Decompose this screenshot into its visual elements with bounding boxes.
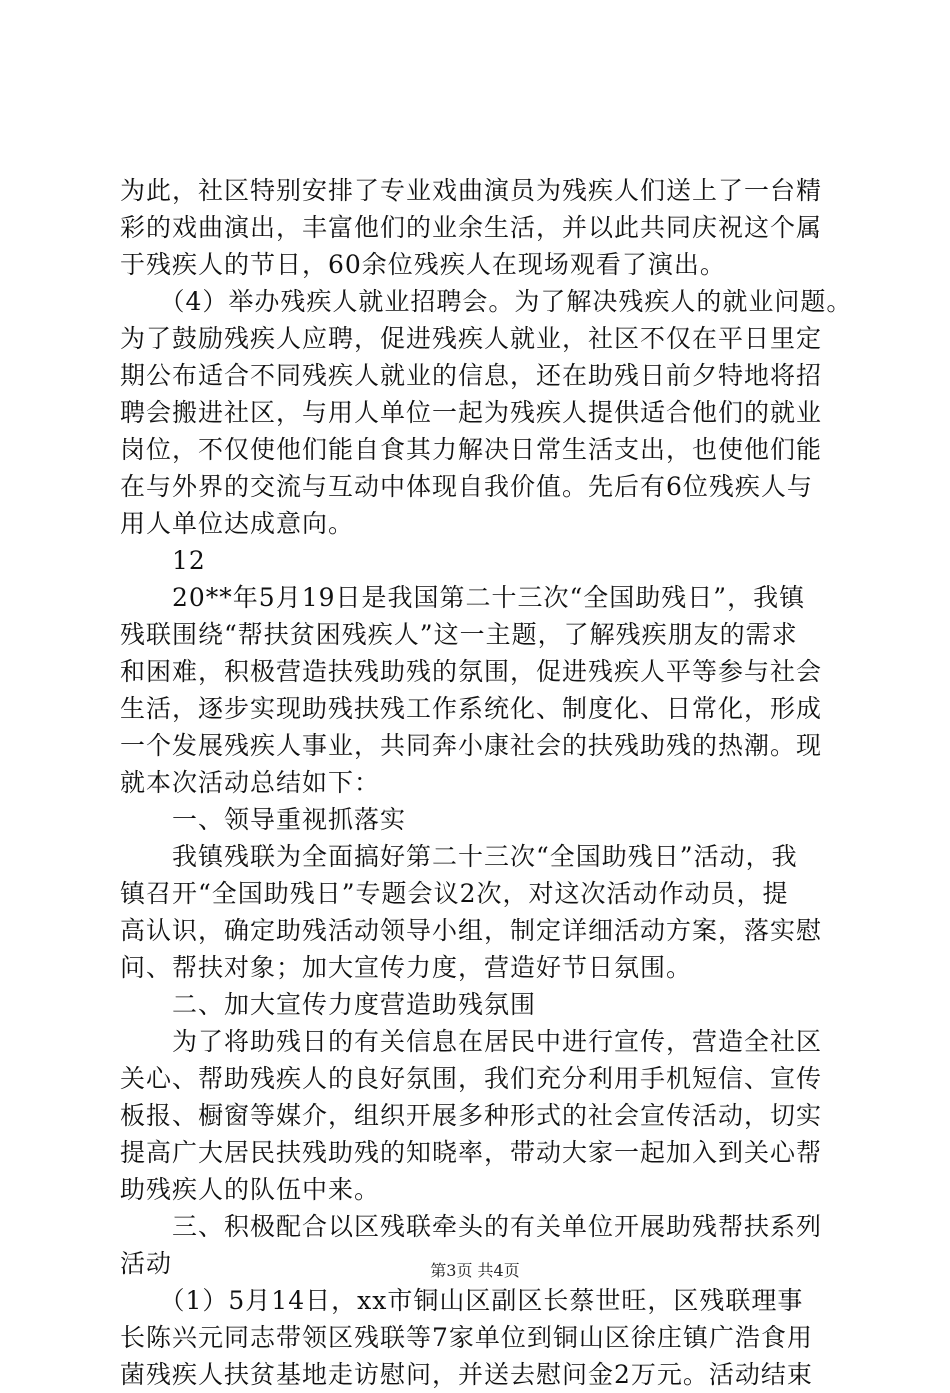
section-heading: 二、加大宣传力度营造助残氛围 xyxy=(120,990,537,1019)
text-line: 关心、帮助残疾人的良好氛围，我们充分利用手机短信、宣传 xyxy=(120,1064,823,1093)
text-line: 助残疾人的队伍中来。 xyxy=(120,1175,381,1204)
text-line: 于残疾人的节日，60余位残疾人在现场观看了演出。 xyxy=(120,250,726,279)
text-line: 一个发展残疾人事业，共同奔小康社会的扶残助残的热潮。现 xyxy=(120,731,823,760)
text-line: 菌残疾人扶贫基地走访慰问，并送去慰问金2万元。活动结束 xyxy=(120,1360,813,1389)
text-line: 岗位，不仅使他们能自食其力解决日常生活支出，也使他们能 xyxy=(120,435,823,464)
text-line: （1）5月14日，xx市铜山区副区长蔡世旺，区残联理事 xyxy=(120,1286,804,1315)
text-line: 镇召开“全国助残日”专题会议2次，对这次活动作动员，提 xyxy=(120,879,789,908)
text-line: 为此，社区特别安排了专业戏曲演员为残疾人们送上了一台精 xyxy=(120,176,823,205)
text-line: 长陈兴元同志带领区残联等7家单位到铜山区徐庄镇广浩食用 xyxy=(120,1323,813,1352)
text-line: 我镇残联为全面搞好第二十三次“全国助残日”活动，我 xyxy=(120,842,798,871)
text-line: 高认识，确定助残活动领导小组，制定详细活动方案，落实慰 xyxy=(120,916,823,945)
section-heading: 三、积极配合以区残联牵头的有关单位开展助残帮扶系列 xyxy=(120,1212,823,1241)
text-line: 残联围绕“帮扶贫困残疾人”这一主题，了解残疾朋友的需求 xyxy=(120,620,798,649)
section-heading: 一、领导重视抓落实 xyxy=(120,805,407,834)
text-line: 期公布适合不同残疾人就业的信息，还在助残日前夕特地将招 xyxy=(120,361,823,390)
text-line: （4）举办残疾人就业招聘会。为了解决残疾人的就业问题。 xyxy=(120,287,853,316)
text-line: 就本次活动总结如下： xyxy=(120,768,381,797)
page-number-label: 第3页 共4页 xyxy=(430,1261,520,1280)
text-line: 聘会搬进社区，与用人单位一起为残疾人提供适合他们的就业 xyxy=(120,398,823,427)
text-line: 20**年5月19日是我国第二十三次“全国助残日”，我镇 xyxy=(120,583,806,612)
text-line: 板报、橱窗等媒介，组织开展多种形式的社会宣传活动，切实 xyxy=(120,1101,823,1130)
text-line: 在与外界的交流与互动中体现自我价值。先后有6位残疾人与 xyxy=(120,472,813,501)
text-line: 12 xyxy=(120,546,206,575)
text-line: 生活，逐步实现助残扶残工作系统化、制度化、日常化，形成 xyxy=(120,694,823,723)
text-line: 为了将助残日的有关信息在居民中进行宣传，营造全社区 xyxy=(120,1027,823,1056)
page-footer xyxy=(0,1261,950,1281)
text-line: 用人单位达成意向。 xyxy=(120,509,355,538)
text-line: 和困难，积极营造扶残助残的氛围，促进残疾人平等参与社会 xyxy=(120,657,823,686)
text-line: 彩的戏曲演出，丰富他们的业余生活，并以此共同庆祝这个属 xyxy=(120,213,823,242)
text-line: 提高广大居民扶残助残的知晓率，带动大家一起加入到关心帮 xyxy=(120,1138,823,1167)
text-line: 问、帮扶对象；加大宣传力度，营造好节日氛围。 xyxy=(120,953,693,982)
section-heading: 活动 xyxy=(120,1249,173,1278)
document-body xyxy=(120,172,860,1393)
text-line: 为了鼓励残疾人应聘，促进残疾人就业，社区不仅在平日里定 xyxy=(120,324,823,353)
